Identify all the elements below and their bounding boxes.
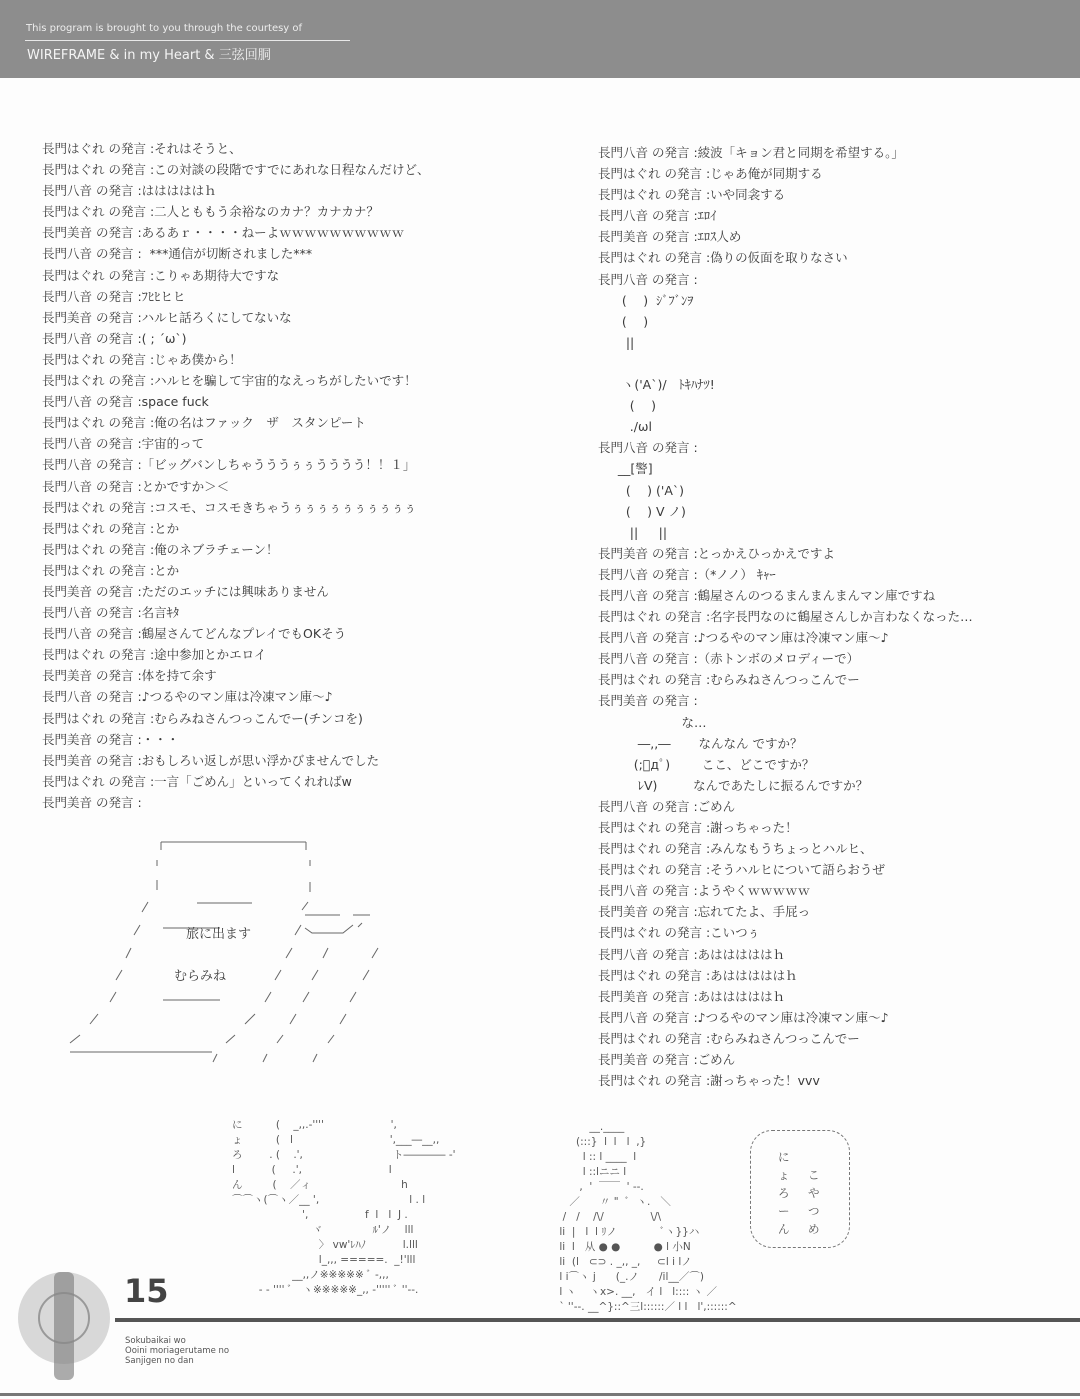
header-subtitle: This program is brought to you through the courtesy of [26, 23, 303, 34]
chat-line: 長門八音 の発言 :はははははｈ [42, 183, 217, 199]
header-divider [25, 40, 350, 41]
chat-line: || || [598, 524, 668, 540]
chat-line: 長門美音 の発言 :体を持て余す [42, 668, 217, 684]
chat-line: 長門八音 の発言 :♪つるやのマン庫は冷凍マン庫～♪ [42, 689, 333, 705]
chat-line: 長門はぐれ の発言 :二人とももう余裕なのカナ？カナカナ？ [42, 204, 379, 220]
chat-line: 長門美音 の発言 :ただのエッチには興味ありません [42, 583, 329, 599]
footer-subtitle-line: Sanjigen no dan [125, 1356, 194, 1366]
chat-line: 長門はぐれ の発言 :あはははははｈ [598, 967, 798, 983]
chat-line: 長門美音 の発言 : [598, 693, 698, 709]
chat-line: 長門八音 の発言 :名言ｷﾀ [42, 605, 180, 621]
chat-line: 長門美音 の発言 :・・・ [42, 731, 180, 747]
chat-line: 長門はぐれ の発言 :みんなもうちょっとハルヒ、 [598, 841, 873, 857]
chat-line: 長門八音 の発言 :「ビッグバンしちゃうううぅぅうううう！！１」 [42, 457, 416, 473]
chat-line: ( ) [598, 398, 657, 414]
speech-bubble-text-col1: にょろーん [778, 1150, 790, 1236]
chat-line [598, 353, 973, 374]
chat-line: 長門八音 の発言 :（赤トンボのメロディーで） [598, 651, 860, 667]
nyoro-ascii-art: に ( _,,.-'''' ', ょ ( l ',___―__,, ろ . ( .', ト―――― -' l ( .', l ん ( ／ィ h ⌒⌒ヽ(⌒ヽ／__ ', l . l ', f l l J . ヾ ﾙ'ノ lll 〉 vw'ﾚﾊﾉ l.lll l_,,, =====. _!'lll __,,ノ※※※※※ ﾞ -,,, - - '''' ﾞ ヽ※※※※※_,, -''''' ﾞ ''--. [232, 1119, 456, 1296]
chat-line: ―,,― なんなん ですか？ [598, 735, 803, 751]
chat-line: 長門はぐれ の発言 :むらみねさんつっこんでー(チンコを) [42, 710, 363, 726]
chat-line: 長門はぐれ の発言 :とか [42, 520, 180, 536]
chat-line: 長門美音 の発言 :忘れてたよ、手屁っ [598, 904, 811, 920]
chat-line: 長門八音 の発言 :♪つるやのマン庫は冷凍マン庫～♪ [598, 1009, 889, 1025]
sign-drawing [60, 830, 400, 1070]
chat-line: 長門八音 の発言 :あはははははｈ [598, 946, 786, 962]
chat-line: ヽ('A`)/ ﾄｷﾊﾅﾂ! [598, 377, 715, 393]
chat-line: 長門八音 の発言 :とかですか＞＜ [42, 478, 230, 494]
chat-line: 長門八音 の発言 :ようやくｗｗｗｗｗ [598, 883, 811, 899]
footer-subtitle-line: Sokubaikai wo [125, 1336, 186, 1346]
logo-glyph [54, 1272, 74, 1380]
chat-line: 長門はぐれ の発言 :俺の名はファック ザ スタンピート [42, 415, 366, 431]
chat-line: 長門美音 の発言 :あるあｒ・・・・ねーよｗｗｗｗｗｗｗｗｗｗ [42, 225, 405, 241]
chat-line: 長門八音 の発言 :ﾌﾋﾋヒヒ [42, 288, 186, 304]
footer-subtitle [125, 1336, 229, 1366]
chat-line: 長門美音 の発言 :ごめん [598, 1052, 736, 1068]
chat-line: 長門はぐれ の発言 :名字長門なのに鶴屋さんしか言わなくなった… [598, 609, 973, 625]
chat-line: 長門はぐれ の発言 :そうハルヒについて語らおうぜ [598, 862, 885, 878]
page-bottom-border [0, 1393, 1080, 1396]
chat-line: 長門はぐれ の発言 :じゃあ俺が同期する [598, 166, 823, 182]
chat-line: 長門八音 の発言 : [598, 440, 698, 456]
chat-line: 長門はぐれ の発言 :ハルヒを騙して宇宙的なえっちがしたいです！ [42, 373, 417, 389]
chat-line: 長門はぐれ の発言 :むらみねさんつっこんでー [598, 672, 860, 688]
chat-line: 長門八音 の発言 :♪つるやのマン庫は冷凍マン庫～♪ [598, 630, 889, 646]
chat-line: 長門八音 の発言 :鶴屋さんのつるまんまんまんマン庫ですね [598, 587, 936, 603]
chat-line: 長門八音 の発言 : ***通信が切断されました*** [42, 246, 313, 262]
chat-line: 長門八音 の発言 :ｴﾛｲ [598, 208, 717, 224]
chat-line: 長門はぐれ の発言 :それはそうと、 [42, 141, 242, 156]
chat-line: 長門美音 の発言 :おもしろい返しが思い浮かびませんでした [42, 752, 380, 768]
header-title: WIREFRAME & in my Heart & 三弦回胴 [27, 48, 271, 63]
chat-line: 長門はぐれ の発言 :偽りの仮面を取りなさい [598, 250, 848, 266]
chat-line: 長門八音 の発言 :ごめん [598, 798, 736, 814]
chat-line: 長門はぐれ の発言 :一言「ごめん」といってくれればw [42, 773, 352, 789]
chat-log-left-column [42, 138, 430, 813]
sign-text-line2: むらみね [174, 969, 227, 984]
chat-line: 長門はぐれ の発言 :謝っちゃった！vvv [598, 1073, 820, 1089]
chat-line: ﾚV) なんであたしに振るんですか？ [598, 777, 869, 793]
chat-line: 長門美音 の発言 :ハルヒ話ろくにしてないな [42, 309, 292, 325]
chat-line: ( ) V ノ) [598, 503, 686, 519]
footer-divider [115, 1318, 1080, 1322]
sign-text-line1: 旅に出ます [186, 927, 252, 942]
chat-line: 長門八音 の発言 :( ; ´ω`) [42, 330, 187, 346]
chat-line: 長門はぐれ の発言 :むらみねさんつっこんでー [598, 1030, 860, 1046]
chat-line: 長門美音 の発言 :とっかえひっかえですよ [598, 545, 835, 561]
speech-bubble-text-col2: こやつめ [808, 1168, 820, 1236]
chat-line: 長門はぐれ の発言 :この対談の段階ですでにあれな日程なんだけど、 [42, 162, 430, 178]
chat-line: 長門はぐれ の発言 :こりゃあ期待大ですな [42, 267, 280, 283]
character-face-ascii-art: __.____ (:::} l l l ,} l :: l ____ l l ::lニニ l , ' ￣￣ ' --. ／ 〃 " ﾞ ヽ. ＼ / / /\/ \/\ li | l l ﾘノ ﾞヽ}}ハ li l 从 ● ● ● l 小N li (l ⊂⊃ . _,, _, ⊂l i lノ l i⌒ヽ j (_.ノ /il__／⌒) l ヽ ヽx>. __, イ l l:::: ヽ ／ ` ''--. __^}::^三l::::::／ l l l',::::::^ [559, 1121, 737, 1313]
chat-line: ./ωl [598, 419, 652, 435]
chat-log-right-column [598, 142, 973, 1091]
page-number: 15 [124, 1272, 169, 1310]
series-logo [18, 1272, 110, 1364]
chat-line: 長門はぐれ の発言 :俺のネブラチェーン！ [42, 541, 279, 557]
chat-line: 長門はぐれ の発言 :いや同衾する [598, 187, 786, 203]
chat-line: ( ) ('A`) [598, 482, 685, 498]
chat-line: 長門八音 の発言 :（*ノノ） ｷｬｰ [598, 566, 776, 582]
chat-line: ( ) ｼﾞﾌﾞﾝｦ [598, 292, 694, 308]
chat-line: 長門はぐれ の発言 :こいつぅ [598, 925, 760, 941]
chat-line: 長門はぐれ の発言 :コスモ、コスモきちゃうぅぅぅぅぅぅぅぅぅぅ [42, 499, 417, 515]
chat-line: 長門美音 の発言 :あはははははｈ [598, 988, 786, 1004]
chat-line: 長門八音 の発言 :宇宙的って [42, 436, 205, 452]
chat-line: 長門はぐれ の発言 :途中参加とかエロイ [42, 647, 267, 663]
chat-line: (;ﾟдﾟ) ここ、どこですか？ [598, 756, 815, 772]
header-banner [0, 0, 1080, 78]
chat-line: 長門八音 の発言 : [598, 271, 698, 287]
chat-line: 長門はぐれ の発言 :とか [42, 562, 180, 578]
chat-line: 長門八音 の発言 :space fuck [42, 394, 209, 410]
chat-line: 長門美音 の発言 : [42, 794, 142, 810]
chat-line: 長門はぐれ の発言 :謝っちゃった！ [598, 820, 798, 835]
chat-line: ( ) [598, 313, 649, 329]
chat-line: 長門八音 の発言 :鶴屋さんてどんなプレイでもOKそう [42, 626, 347, 642]
chat-line: 長門はぐれ の発言 :じゃあ僕から！ [42, 351, 242, 367]
speech-bubble [750, 1130, 850, 1248]
chat-line: 長門美音 の発言 :ｴﾛｽ人め [598, 229, 742, 245]
footer-subtitle-line: Ooini moriagerutame no [125, 1346, 230, 1356]
chat-line: __[警] [598, 461, 653, 477]
chat-line: 長門八音 の発言 :綾波「キョン君と同期を希望する。」 [598, 145, 904, 160]
chat-line: || [598, 334, 635, 350]
sign-ascii-art [60, 830, 400, 1070]
chat-line: な… [598, 714, 707, 730]
